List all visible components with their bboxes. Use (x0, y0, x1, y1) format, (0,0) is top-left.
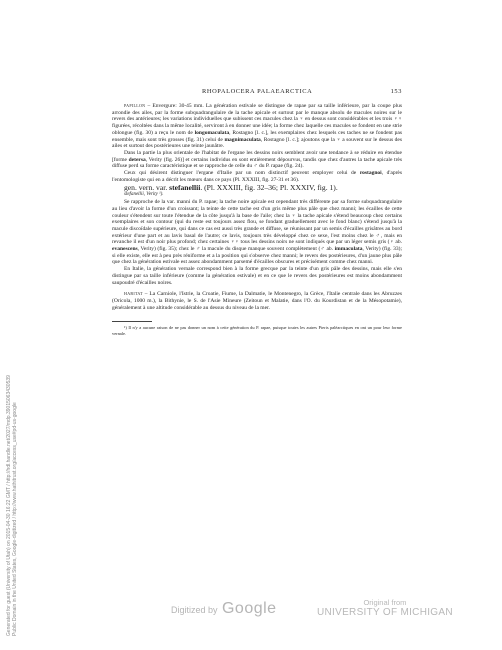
digitized-by-label: Digitized by (171, 605, 218, 615)
google-logo: Google (221, 600, 277, 617)
paragraph-papillon: papillon – Envergure: 30-45 mm. La génération estivale se distingue de rapae par sa taille inférieure, par la coupe plus arrondie des ailes, par la forme subquadrangulaire de la tache apicale et surtout par le manque absolu de macules noires sur le revers des antérieures; les variations individuelles que subissent ces macules chez la ♀ en dessus sont considérables et les trois ♀♀ figurées, récoltées dans la même localité, serviront à en donner une idée; la forme chez laquelle ces macules se fondent en une strie oblongue (fig. 30) a reçu le nom de longomaculata, Rostagno [l. c.], les exemplaires chez lesquels ces taches ne se fondent pas ensemble, mais sont très grosses (fig. 31) celui de magnimaculata, Rostagno [l. c.]; ajoutons que la ♀ a souvent sur le dessus des ailes et surtout des postérieures une teinte jaunâtre. (112, 103, 402, 150)
side-stamp-line2: Public Domain in the United States, Google-digitized / http://www.hathitrust.org/access_use#pd-us-google (12, 402, 18, 636)
google-watermark (171, 600, 277, 618)
footnote: ¹) Il n'y a aucune raison de ne pas donner un nom à cette génération du P. rapae, puisque toutes les autres Pieris paléarctiques en ont un pour leur forme vernale. (112, 325, 402, 336)
paragraph-italie: En Italie, la génération vernale correspond bien à la forme grecque par la teinte d'un gris pâle des dessins, mais elle s'en distingue par sa taille inférieure (comme la génération estivale) et en ce que le revers des postérieures est moins abondamment saupoudré d'écailles noires. (112, 266, 402, 286)
header-title: RHOPALOCERA PALAEARCTICA (202, 88, 313, 95)
page-number: 153 (390, 88, 402, 95)
side-stamp-line1: Generated for guest (University of Utah) on 2015-04-30 16:22 GMT / http://hdl.handle.net/2027/mdp.39015063430539 (6, 375, 12, 636)
paragraph-habitat: habitat – La Carniole, l'Istrie, la Croatie, Fiume, la Dalmatie, le Montenegro, la Grèce, l'Italie centrale dans les Abruzzes (Oricola, 1000 m.), la Bithynie, le S. de l'Asie Mineure (Zeitoun et Malatie, dans l'O. du Kourdistan et de la Mésopotamie), généralement à une altitude considérable au dessus du niveau de la mer. (112, 291, 402, 311)
paragraph-description: Se rapproche de la var. manni du P. rapae; la tache noire apicale est cependant très différente par sa forme subquadrangulaire au lieu d'avoir la forme d'un croissant; la teinte de cette tache est d'un gris même plus pâle que chez manni; les écailles de cette couleur s'étendent sur toute l'étendue de la côte jusqu'à la base de l'aile; chez la ♀ la tache apicale s'étend beaucoup chez certains exemplaires et son contour (qui du reste est toujours assez flou, se fondant graduellement avec le fond blanc) s'étend jusqu'à la macule discoïdale supérieure, qui dans ce cas est aussi très grande et diffuse, se réunissant par un semis d'écailles grisâtres au bord extérieur d'une part et au lavis basal de l'autre; ce lavis, toujours très développé chez ce sexe, l'est moins chez le ♂, mais en revanche il est d'un noir plus profond; chez certaines ♀♀ tous les dessins noirs ne sont indiqués que par un léger semis gris (♀ ab. evanescens, Verity) (fig. 35); chez le ♂ la macule du disque manque souvent complètement (♂ ab. immaculata, Verity) (fig. 33); si elle existe, elle est à peu près réniforme et a la position qui s'observe chez manni; le revers des postérieures, d'un jaune plus pâle que chez la génération estivale est assez abondamment parsemé d'écailles obscures et précisément comme chez manni. (112, 199, 402, 266)
author-line: stefanellii, Verity ¹). (124, 192, 164, 198)
body-text (112, 103, 402, 336)
side-stamp (2, 286, 18, 636)
footnote-rule (112, 321, 152, 322)
paragraph-orientale: Dans la partie la plus orientale de l'habitat de l'ergane les dessins noirs semblent avoir une tendance à se réduire en étendue [forme detersa, Verity (fig. 26)] et certains individus en sont entièrement dépourvus, tandis que chez d'autres la tache apicale très diffuse perd sa forme caractéristique et se rapproche de celle du ♂ du P. rapae (fig. 24). (112, 149, 402, 170)
paragraph-rostagnoi: Ceux qui désirent distinguer l'ergane d'Italie par un nom distinctif peuvent employer celui de rostagnoi, d'après l'entomologiste qui en a décrit les mœurs dans ce pays (Pl. XXXIII, fig. 27-31 et 36). (112, 170, 402, 183)
original-from-label: Original from (363, 598, 407, 607)
section-heading: gen. vern. var. stefanellii. (Pl. XXXIII, fig. 32–36; Pl. XXXIV, fig. 1). (124, 183, 338, 193)
university-label: UNIVERSITY OF MICHIGAN (317, 607, 453, 618)
origin-watermark (317, 598, 453, 618)
